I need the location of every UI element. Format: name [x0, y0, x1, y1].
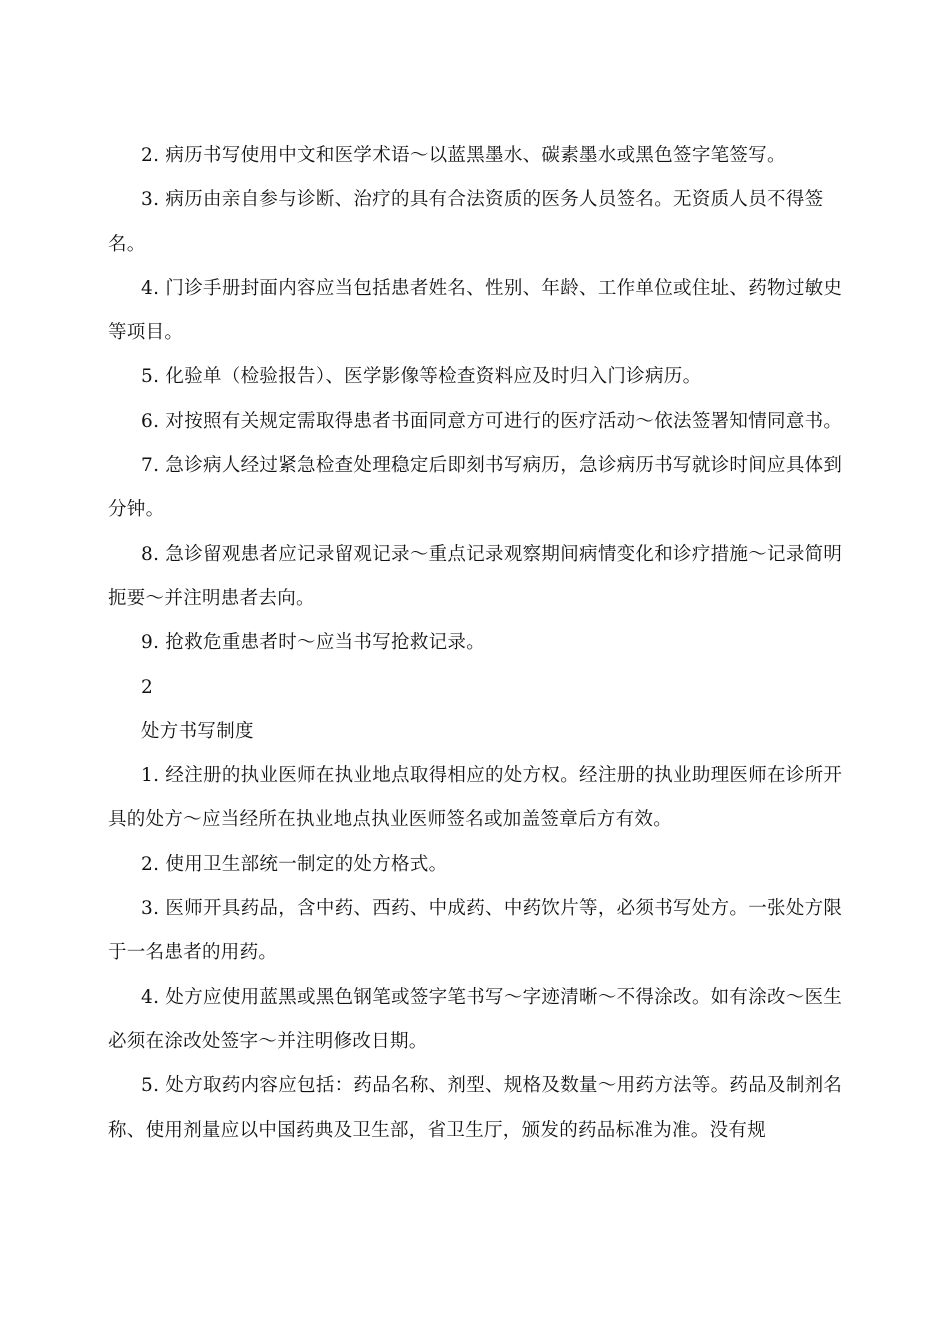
paragraph: 3. 病历由亲自参与诊断、治疗的具有合法资质的医务人员签名。无资质人员不得签名。 — [108, 189, 824, 255]
paragraph: 8. 急诊留观患者应记录留观记录～重点记录观察期间病情变化和诊疗措施～记录简明扼要～并注明患者去向。 — [108, 543, 843, 609]
paragraph: 4. 处方应使用蓝黑或黑色钢笔或签字笔书写～字迹清晰～不得涂改。如有涂改～医生必须在涂改处签字～并注明修改日期。 — [108, 986, 843, 1052]
paragraph: 5. 化验单（检验报告）、医学影像等检查资料应及时归入门诊病历。 — [141, 366, 702, 388]
paragraph: 5. 处方取药内容应包括：药品名称、剂型、规格及数量～用药方法等。药品及制剂名称、使用剂量应以中国药典及卫生部，省卫生厅，颁发的药品标准为准。没有规 — [108, 1075, 843, 1141]
page-number-marker: 2 — [141, 676, 154, 698]
paragraph: 7. 急诊病人经过紧急检查处理稳定后即刻书写病历，急诊病历书写就诊时间应具体到分钟。 — [108, 455, 843, 521]
section-heading: 处方书写制度 — [141, 720, 254, 742]
paragraph: 6. 对按照有关规定需取得患者书面同意方可进行的医疗活动～依法签署知情同意书。 — [141, 410, 843, 432]
paragraph: 9. 抢救危重患者时～应当书写抢救记录。 — [141, 632, 486, 654]
paragraph: 4. 门诊手册封面内容应当包括患者姓名、性别、年龄、工作单位或住址、药物过敏史等项目。 — [108, 277, 843, 344]
document-body — [108, 134, 844, 1153]
paragraph: 2. 使用卫生部统一制定的处方格式。 — [141, 853, 448, 875]
paragraph: 3. 医师开具药品，含中药、西药、中成药、中药饮片等，必须书写处方。一张处方限于一名患者的用药。 — [108, 898, 843, 964]
paragraph: 2. 病历书写使用中文和医学术语～以蓝黑墨水、碳素墨水或黑色签字笔签写。 — [141, 145, 786, 166]
paragraph: 1. 经注册的执业医师在执业地点取得相应的处方权。经注册的执业助理医师在诊所开具的处方～应当经所在执业地点执业医师签名或加盖签章后方有效。 — [108, 765, 843, 831]
